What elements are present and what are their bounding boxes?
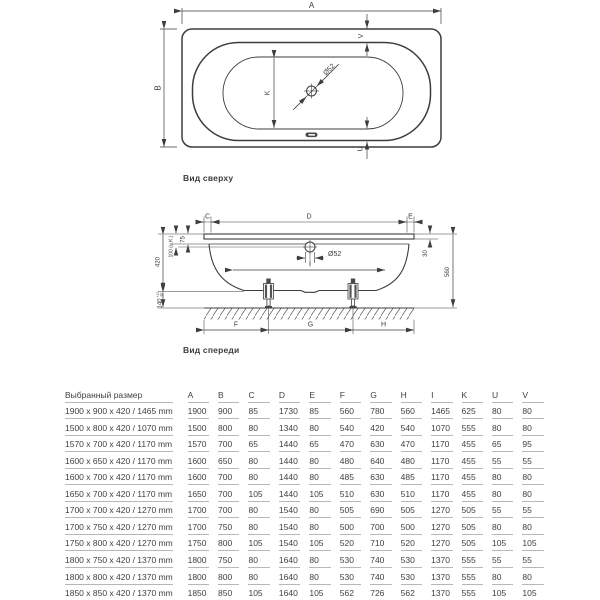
column-header: G bbox=[370, 386, 391, 403]
size-value: 780 bbox=[370, 403, 391, 420]
size-value: 555 bbox=[462, 585, 483, 600]
drain-diameter-label-front: Ø52 bbox=[328, 251, 342, 258]
size-value: 80 bbox=[309, 518, 330, 535]
dim-g-label: G bbox=[307, 321, 314, 329]
size-value: 105 bbox=[309, 485, 330, 502]
size-value: 1170 bbox=[431, 485, 452, 502]
size-value: 80 bbox=[492, 485, 513, 502]
dim-v-label: V bbox=[358, 33, 365, 39]
dim-i-label: I bbox=[309, 261, 311, 269]
size-value: 562 bbox=[401, 585, 422, 600]
size-value: 420 bbox=[370, 419, 391, 436]
dim-100-label: 100 (u.K.) bbox=[168, 235, 175, 258]
dim-e-label: E bbox=[408, 213, 413, 221]
size-value: 1440 bbox=[279, 469, 300, 486]
size-value: 740 bbox=[370, 551, 391, 568]
size-value: 505 bbox=[340, 502, 361, 519]
size-value: 85 bbox=[248, 403, 269, 420]
size-value: 800 bbox=[218, 568, 239, 585]
dim-b bbox=[160, 29, 177, 147]
size-value: 80 bbox=[492, 568, 513, 585]
size-value: 740 bbox=[370, 568, 391, 585]
size-value: 1700 bbox=[188, 518, 209, 535]
size-value: 105 bbox=[522, 585, 543, 600]
size-value: 850 bbox=[218, 585, 239, 600]
size-value: 1440 bbox=[279, 452, 300, 469]
size-value: 85 bbox=[309, 403, 330, 420]
size-value: 80 bbox=[309, 452, 330, 469]
size-value: 700 bbox=[370, 518, 391, 535]
size-value: 105 bbox=[248, 535, 269, 552]
size-value: 1270 bbox=[431, 518, 452, 535]
front-view-drawing bbox=[150, 195, 470, 360]
dim-420-label: 420 bbox=[155, 256, 162, 268]
dim-560-label: 560 bbox=[445, 266, 451, 278]
size-value: 1270 bbox=[431, 535, 452, 552]
size-value: 1900 bbox=[188, 403, 209, 420]
size-value: 1440 bbox=[279, 485, 300, 502]
size-value: 510 bbox=[401, 485, 422, 502]
dim-75-label: 75 bbox=[180, 236, 187, 243]
size-row-label: 1900 x 900 x 420 / 1465 mm bbox=[65, 403, 173, 420]
size-value: 530 bbox=[340, 568, 361, 585]
size-value: 470 bbox=[401, 436, 422, 453]
size-value: 800 bbox=[218, 419, 239, 436]
size-value: 540 bbox=[401, 419, 422, 436]
size-value: 1170 bbox=[431, 452, 452, 469]
foot-right bbox=[348, 279, 358, 309]
size-value: 105 bbox=[248, 585, 269, 600]
size-value: 1600 bbox=[188, 452, 209, 469]
size-value: 562 bbox=[340, 585, 361, 600]
size-value: 1070 bbox=[431, 419, 452, 436]
size-value: 80 bbox=[522, 469, 543, 486]
size-row-label: 1850 x 850 x 420 / 1370 mm bbox=[65, 585, 173, 600]
size-value: 1600 bbox=[188, 469, 209, 486]
size-value: 1640 bbox=[279, 551, 300, 568]
size-value: 1370 bbox=[431, 585, 452, 600]
size-value: 726 bbox=[370, 585, 391, 600]
size-value: 505 bbox=[401, 502, 422, 519]
dim-u-label: U bbox=[357, 146, 365, 152]
size-row-label: 1600 x 650 x 420 / 1170 mm bbox=[65, 452, 173, 469]
column-header: E bbox=[309, 386, 330, 403]
rim-bar bbox=[204, 234, 414, 239]
column-header: A bbox=[188, 386, 209, 403]
column-header: U bbox=[492, 386, 513, 403]
size-value: 1640 bbox=[279, 585, 300, 600]
size-value: 55 bbox=[492, 452, 513, 469]
size-value: 540 bbox=[340, 419, 361, 436]
column-header: B bbox=[218, 386, 239, 403]
size-value: 470 bbox=[340, 436, 361, 453]
size-value: 1650 bbox=[188, 485, 209, 502]
svg-text:+10: +10 bbox=[156, 291, 160, 298]
size-value: 105 bbox=[492, 535, 513, 552]
size-value: 480 bbox=[340, 452, 361, 469]
size-value: 80 bbox=[248, 551, 269, 568]
size-value: 455 bbox=[462, 485, 483, 502]
column-header: C bbox=[248, 386, 269, 403]
floor-hatching bbox=[204, 309, 414, 320]
svg-text:140: 140 bbox=[157, 298, 164, 309]
size-value: 80 bbox=[492, 469, 513, 486]
size-value: 650 bbox=[218, 452, 239, 469]
top-view-drawing bbox=[150, 0, 470, 190]
size-value: 80 bbox=[248, 469, 269, 486]
size-value: 95 bbox=[522, 436, 543, 453]
size-value: 1370 bbox=[431, 568, 452, 585]
size-value: 80 bbox=[248, 452, 269, 469]
dim-c-label: C bbox=[204, 213, 211, 221]
size-value: 80 bbox=[309, 469, 330, 486]
size-value: 690 bbox=[370, 502, 391, 519]
size-value: 55 bbox=[492, 502, 513, 519]
column-header: I bbox=[431, 386, 452, 403]
size-value: 500 bbox=[401, 518, 422, 535]
size-value: 700 bbox=[218, 485, 239, 502]
dim-140-label bbox=[156, 292, 164, 309]
size-value: 1170 bbox=[431, 469, 452, 486]
size-value: 1540 bbox=[279, 535, 300, 552]
dim-a bbox=[182, 8, 441, 24]
dim-b-label: B bbox=[153, 85, 163, 91]
size-value: 1570 bbox=[188, 436, 209, 453]
size-row-label: 1700 x 750 x 420 / 1270 mm bbox=[65, 518, 173, 535]
size-value: 555 bbox=[462, 419, 483, 436]
size-value: 455 bbox=[462, 469, 483, 486]
size-value: 1340 bbox=[279, 419, 300, 436]
dim-h-label: H bbox=[380, 321, 387, 329]
size-value: 710 bbox=[370, 535, 391, 552]
size-value: 80 bbox=[248, 502, 269, 519]
size-value: 80 bbox=[492, 403, 513, 420]
size-value: 700 bbox=[218, 469, 239, 486]
size-value: 560 bbox=[340, 403, 361, 420]
svg-text:-30: -30 bbox=[159, 292, 164, 298]
size-value: 1540 bbox=[279, 502, 300, 519]
size-value: 80 bbox=[522, 518, 543, 535]
size-value: 80 bbox=[309, 551, 330, 568]
size-row-label: 1800 x 800 x 420 / 1370 mm bbox=[65, 568, 173, 585]
size-value: 510 bbox=[340, 485, 361, 502]
size-value: 520 bbox=[401, 535, 422, 552]
size-value: 1500 bbox=[188, 419, 209, 436]
dim-a-label: A bbox=[308, 1, 315, 10]
size-value: 750 bbox=[218, 518, 239, 535]
size-table-header-label: Выбранный размер bbox=[65, 386, 173, 403]
size-row-label: 1570 x 700 x 420 / 1170 mm bbox=[65, 436, 173, 453]
size-value: 500 bbox=[340, 518, 361, 535]
size-value: 800 bbox=[218, 535, 239, 552]
size-value: 55 bbox=[522, 502, 543, 519]
size-value: 630 bbox=[370, 436, 391, 453]
size-value: 530 bbox=[401, 551, 422, 568]
size-value: 1800 bbox=[188, 568, 209, 585]
size-value: 105 bbox=[309, 535, 330, 552]
size-value: 105 bbox=[492, 585, 513, 600]
size-value: 505 bbox=[462, 502, 483, 519]
column-header: H bbox=[401, 386, 422, 403]
size-value: 505 bbox=[462, 535, 483, 552]
size-value: 1440 bbox=[279, 436, 300, 453]
column-header: D bbox=[279, 386, 300, 403]
size-value: 1730 bbox=[279, 403, 300, 420]
size-value: 1540 bbox=[279, 518, 300, 535]
drain-diameter-label: Ø52 bbox=[322, 62, 337, 78]
size-value: 1800 bbox=[188, 551, 209, 568]
top-view-caption: Вид сверху bbox=[183, 173, 234, 183]
left-extension-lines bbox=[155, 234, 304, 308]
size-value: 485 bbox=[340, 469, 361, 486]
dim-f-label: F bbox=[233, 321, 239, 329]
size-value: 105 bbox=[309, 585, 330, 600]
size-value: 560 bbox=[401, 403, 422, 420]
size-value: 1750 bbox=[188, 535, 209, 552]
size-value: 485 bbox=[401, 469, 422, 486]
size-value: 900 bbox=[218, 403, 239, 420]
size-row-label: 1700 x 700 x 420 / 1270 mm bbox=[65, 502, 173, 519]
size-value: 55 bbox=[492, 551, 513, 568]
size-value: 80 bbox=[309, 502, 330, 519]
size-value: 555 bbox=[462, 551, 483, 568]
size-value: 80 bbox=[492, 518, 513, 535]
size-value: 80 bbox=[522, 419, 543, 436]
size-value: 625 bbox=[462, 403, 483, 420]
size-value: 65 bbox=[309, 436, 330, 453]
size-value: 555 bbox=[462, 568, 483, 585]
size-value: 1700 bbox=[188, 502, 209, 519]
size-value: 455 bbox=[462, 436, 483, 453]
size-value: 1270 bbox=[431, 502, 452, 519]
dim-d-label: D bbox=[306, 213, 312, 221]
size-value: 455 bbox=[462, 452, 483, 469]
size-value: 80 bbox=[248, 518, 269, 535]
size-value: 630 bbox=[370, 469, 391, 486]
size-value: 520 bbox=[340, 535, 361, 552]
size-value: 530 bbox=[401, 568, 422, 585]
dim-k-label: K bbox=[264, 90, 272, 96]
size-value: 80 bbox=[522, 568, 543, 585]
size-value: 80 bbox=[522, 485, 543, 502]
size-value: 1640 bbox=[279, 568, 300, 585]
size-value: 105 bbox=[248, 485, 269, 502]
size-value: 80 bbox=[492, 419, 513, 436]
size-value: 80 bbox=[309, 568, 330, 585]
size-value: 65 bbox=[248, 436, 269, 453]
size-value: 80 bbox=[522, 403, 543, 420]
size-value: 1850 bbox=[188, 585, 209, 600]
size-value: 1170 bbox=[431, 436, 452, 453]
size-value: 80 bbox=[248, 568, 269, 585]
column-header: K bbox=[462, 386, 483, 403]
size-value: 630 bbox=[370, 485, 391, 502]
size-value: 80 bbox=[248, 419, 269, 436]
size-value: 640 bbox=[370, 452, 391, 469]
column-header: F bbox=[340, 386, 361, 403]
size-value: 505 bbox=[462, 518, 483, 535]
size-value: 1370 bbox=[431, 551, 452, 568]
size-value: 105 bbox=[522, 535, 543, 552]
front-view-caption: Вид спереди bbox=[183, 345, 240, 355]
size-value: 530 bbox=[340, 551, 361, 568]
size-value: 1465 bbox=[431, 403, 452, 420]
size-value: 480 bbox=[401, 452, 422, 469]
size-value: 700 bbox=[218, 436, 239, 453]
size-row-label: 1800 x 750 x 420 / 1370 mm bbox=[65, 551, 173, 568]
size-row-label: 1600 x 700 x 420 / 1170 mm bbox=[65, 469, 173, 486]
size-value: 55 bbox=[522, 452, 543, 469]
size-table bbox=[65, 386, 570, 600]
size-value: 55 bbox=[522, 551, 543, 568]
foot-left bbox=[264, 279, 274, 309]
size-value: 80 bbox=[309, 419, 330, 436]
overflow-slot-highlight bbox=[309, 134, 316, 136]
size-row-label: 1750 x 800 x 420 / 1270 mm bbox=[65, 535, 173, 552]
dim-30-label: 30 bbox=[423, 250, 429, 257]
size-row-label: 1500 x 800 x 420 / 1070 mm bbox=[65, 419, 173, 436]
size-value: 65 bbox=[492, 436, 513, 453]
size-value: 750 bbox=[218, 551, 239, 568]
column-header: V bbox=[522, 386, 543, 403]
size-value: 700 bbox=[218, 502, 239, 519]
size-row-label: 1650 x 700 x 420 / 1170 mm bbox=[65, 485, 173, 502]
